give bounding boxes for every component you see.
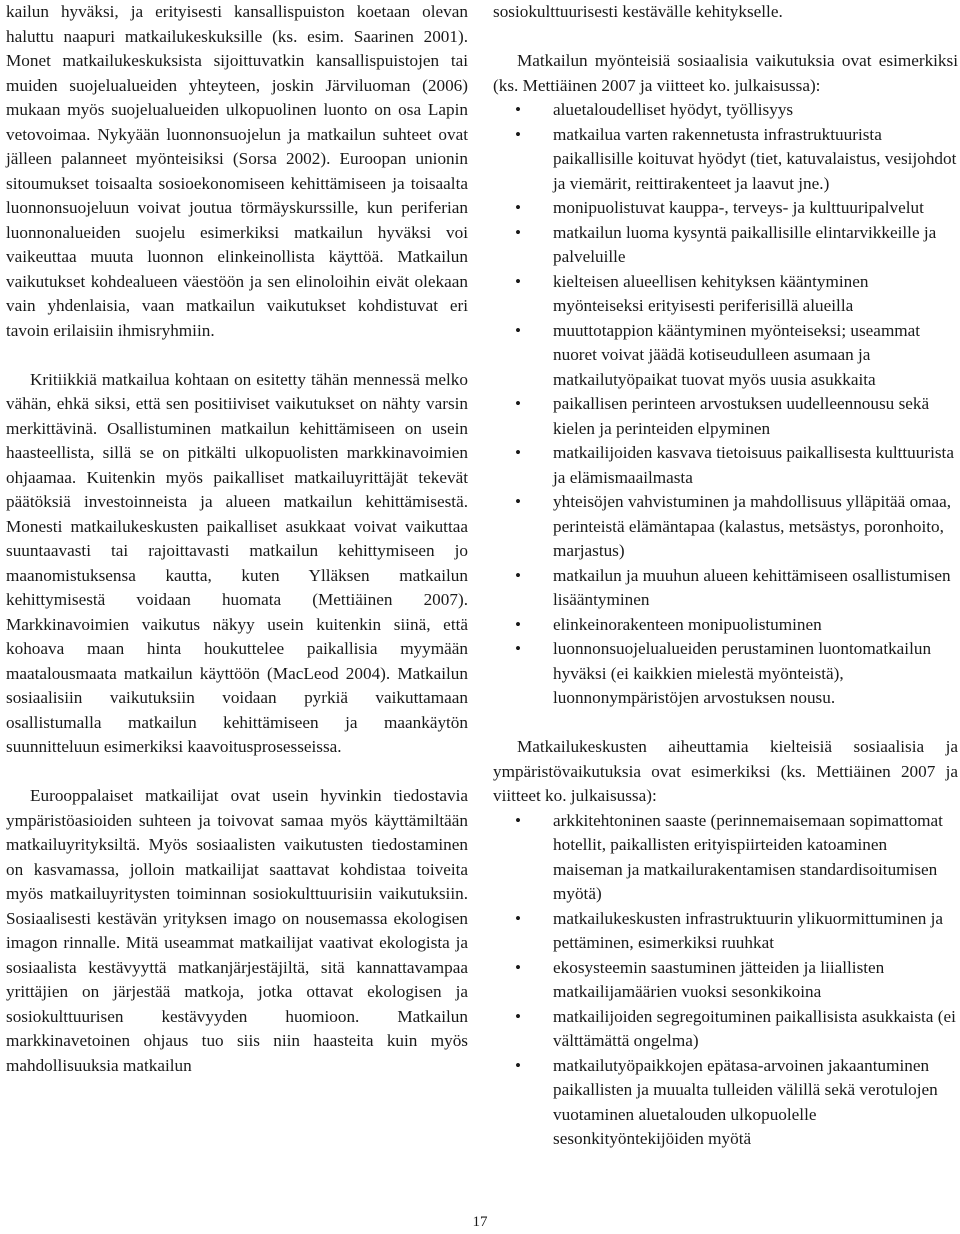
list-item-text: matkailijoiden segregoituminen paikallisista asukkaista (ei välttämättä ongelma) — [553, 1006, 956, 1050]
bullet-icon: • — [515, 565, 522, 585]
bullet-icon: • — [515, 124, 522, 144]
bullet-icon: • — [515, 614, 522, 634]
list-item — [493, 270, 958, 319]
negative-effects-list — [493, 809, 958, 1152]
bullet-icon: • — [515, 1055, 522, 1075]
list-item — [493, 956, 958, 1005]
page-number: 17 — [472, 1214, 488, 1230]
list-item-text: matkailukeskusten infrastruktuurin ylikuormittuminen ja pettäminen, esimerkiksi ruuhkat — [553, 908, 943, 952]
list-item-text: luonnonsuojelualueiden perustaminen luontomatkailun hyväksi (ei kaikkien mielestä myönteistä), luonnonympäristöjen arvostuksen nousu. — [553, 639, 932, 707]
bullet-icon: • — [515, 492, 522, 511]
body-paragraph-2: Kritiikkiä matkailua kohtaan on esitetty tähän mennessä melko vähän, ehkä siksi, että sen positiiviset vaikutukset on nähty varsin merkittävinä. Osallistuminen matkailun kehittämiseen on usein haasteellista, sillä se on pitkälti ulkopuolisten markkinavoimien ohjaamaa. Kuitenkin myös paikalliset matkailuyrittäjät tekevät päätöksiä investoinneista ja alueen matkailun kehittämisestä. Monesti matkailukeskusten paikalliset asukkaat voivat vaikuttaa suuntaavasti tai rajoittavasti matkailun kehittymiseen jo maanomistuksensa kautta, kuten Ylläksen matkailun kehittymisestä voidaan huomata (Mettiäinen 2007). Markkinavoimien vaikutus näkyy usein kuitenkin siinä, että kohoava maan hinta houkuttelee paikallisia myymään maatalousmaata matkailun käyttöön (MacLeod 2004). Matkailun sosiaalisiin vaikutuksiin voidaan pyrkiä vaikuttamaan osallistumalla matkailun kehittämiseen ja maankäytön suunnitteluun esimerkiksi kaavoitusprosesseissa. — [6, 369, 468, 756]
bullet-icon: • — [515, 639, 522, 658]
list-item-text: muuttotappion kääntyminen myönteiseksi; useammat nuoret voivat jäädä kotiseudulleen asumaan ja matkailutyöpaikat tuovat myös uusia asukkaita — [553, 320, 921, 389]
list-item — [493, 123, 958, 197]
bullet-icon: • — [515, 908, 522, 928]
list-item — [493, 613, 958, 638]
right-column — [493, 0, 958, 1176]
bullet-icon: • — [515, 1006, 522, 1026]
bullet-icon: • — [515, 443, 522, 462]
bullet-icon: • — [515, 198, 522, 217]
list-item — [493, 98, 958, 123]
body-paragraph-1: kailun hyväksi, ja erityisesti kansallispuiston koetaan olevan haluttu naapuri matkailukeskuksille (ks. esim. Saarinen 2001). Monet matkailukeskuksista sijoittuvatkin kansallispuistojen tai muiden suojelualueiden yhteyteen, joskin Järviluoman (2006) mukaan myös suojelualueiden ulkopuolinen luonto on osa Lapin vetovoimaa. Nykyään luonnonsuojelun ja matkailun suhteet ovat jälleen palanneet myönteisiksi (Sorsa 2002). Euroopan unionin sitoumukset toisaalta sosioekonomiseen kehittämiseen ja toisaalta luonnonsuojeluun voivat joutua törmäyskurssille, kun periferian luonnonalueiden suojelu esimerkiksi matkailun hyväksi voi vaikeuttaa muuta luonnon elinkeinollista käyttöä. Matkailun vaikutukset kohdealueen väestöön ja sen elinoloihin eivät olekaan vain yhdenlaisia, vaan matkailun vaikutukset kohdistuvat eri tavoin erilaisiin ihmisryhmiin. — [6, 2, 468, 340]
bullet-icon: • — [515, 320, 522, 340]
list-item — [493, 392, 958, 441]
list-item-text: matkailua varten rakennetusta infrastruktuurista paikallisille koituvat hyödyt (tiet, katuvalaistus, vesijohdot ja viemärit, reittirakenteet ja laavut jne.) — [553, 124, 957, 193]
bullet-icon: • — [515, 222, 522, 242]
negative-effects-intro: Matkailukeskusten aiheuttamia kielteisiä sosiaalisia ja ympäristövaikutuksia ovat esimerkiksi (ks. Mettiäinen 2007 ja viitteet ko. julkaisussa): — [493, 737, 958, 805]
positive-effects-intro: Matkailun myönteisiä sosiaalisia vaikutuksia ovat esimerkiksi (ks. Mettiäinen 2007 ja viitteet ko. julkaisussa): — [493, 51, 958, 95]
list-item-text: elinkeinorakenteen monipuolistuminen — [553, 614, 822, 634]
list-item — [493, 319, 958, 393]
list-item-text: kielteisen alueellisen kehityksen kääntyminen myönteiseksi erityisesti periferisillä alueilla — [553, 271, 869, 315]
list-item — [493, 564, 958, 613]
bullet-icon: • — [515, 271, 522, 291]
bullet-icon: • — [515, 957, 522, 977]
list-item-text: paikallisen perinteen arvostuksen uudelleennousu sekä kielen ja perinteiden elpyminen — [553, 394, 930, 438]
list-item — [493, 637, 958, 711]
left-column — [6, 0, 468, 1078]
list-item — [493, 809, 958, 907]
list-item-text: monipuolistuvat kauppa-, terveys- ja kulttuuripalvelut — [553, 198, 924, 217]
body-paragraph-3: Eurooppalaiset matkailijat ovat usein hyvinkin tiedostavia ympäristöasioiden suhteen ja toivovat samaa myös käyttämiltään matkailuyrityksiltä. Myös sosiaalisten vaikutusten tiedostaminen on kasvamassa, jolloin matkailijat saattavat kohdistaa toiveita myös matkailuyritysten toiminnan sosiokulttuurisiin vaikutuksiin. Sosiaalisesti kestävän yrityksen imago on nousemassa ekologisen imagon rinnalle. Mitä useammat matkailijat vaativat ekologista ja sosiaalista kestävyyttä matkanjärjestäjiltä, sitä kannattavampaa yrittäjien on järjestää matkoja, jotka ottavat ekologisen ja sosiokulttuurisen kestävyyden huomioon. Matkailun markkinavetoinen ohjaus tuo siis niin haasteita kuin myös mahdollisuuksia matkailun — [6, 786, 468, 1075]
bullet-icon: • — [515, 394, 522, 413]
list-item-text: matkailun luoma kysyntä paikallisille elintarvikkeille ja palveluille — [553, 222, 937, 266]
positive-effects-list — [493, 98, 958, 711]
list-item — [493, 1005, 958, 1054]
list-item — [493, 441, 958, 490]
list-item-text: arkkitehtoninen saaste (perinnemaisemaan sopimattomat hotellit, paikallisten erityispiirteiden katoaminen maiseman ja matkailurakentamisen standardisoitumisen myötä) — [553, 810, 943, 903]
continuation-line: sosiokulttuurisesti kestävälle kehitykselle. — [493, 2, 783, 21]
list-item-text: aluetaloudelliset hyödyt, työllisyys — [553, 100, 794, 119]
list-item-text: matkailun ja muuhun alueen kehittämiseen osallistumisen lisääntyminen — [553, 565, 951, 609]
bullet-icon: • — [515, 100, 522, 119]
list-item — [493, 221, 958, 270]
bullet-icon: • — [515, 810, 522, 830]
list-item — [493, 490, 958, 564]
list-item-text: matkailijoiden kasvava tietoisuus paikallisesta kulttuurista ja elämismaailmasta — [553, 443, 954, 487]
list-item-text: ekosysteemin saastuminen jätteiden ja liiallisten matkailijamäärien vuoksi sesonkikoina — [553, 957, 885, 1001]
list-item-text: yhteisöjen vahvistuminen ja mahdollisuus ylläpitää omaa, perinteistä elämäntapaa (kalastus, metsästys, poronhoito, marjastus) — [553, 492, 952, 560]
list-item — [493, 1054, 958, 1152]
list-item — [493, 196, 958, 221]
list-item-text: matkailutyöpaikkojen epätasa-arvoinen jakaantuminen paikallisten ja muualta tulleiden välillä sekä verotulojen vuotaminen aluetalouden ulkopuolelle sesonkityöntekijöiden myötä — [553, 1055, 938, 1148]
list-item — [493, 907, 958, 956]
